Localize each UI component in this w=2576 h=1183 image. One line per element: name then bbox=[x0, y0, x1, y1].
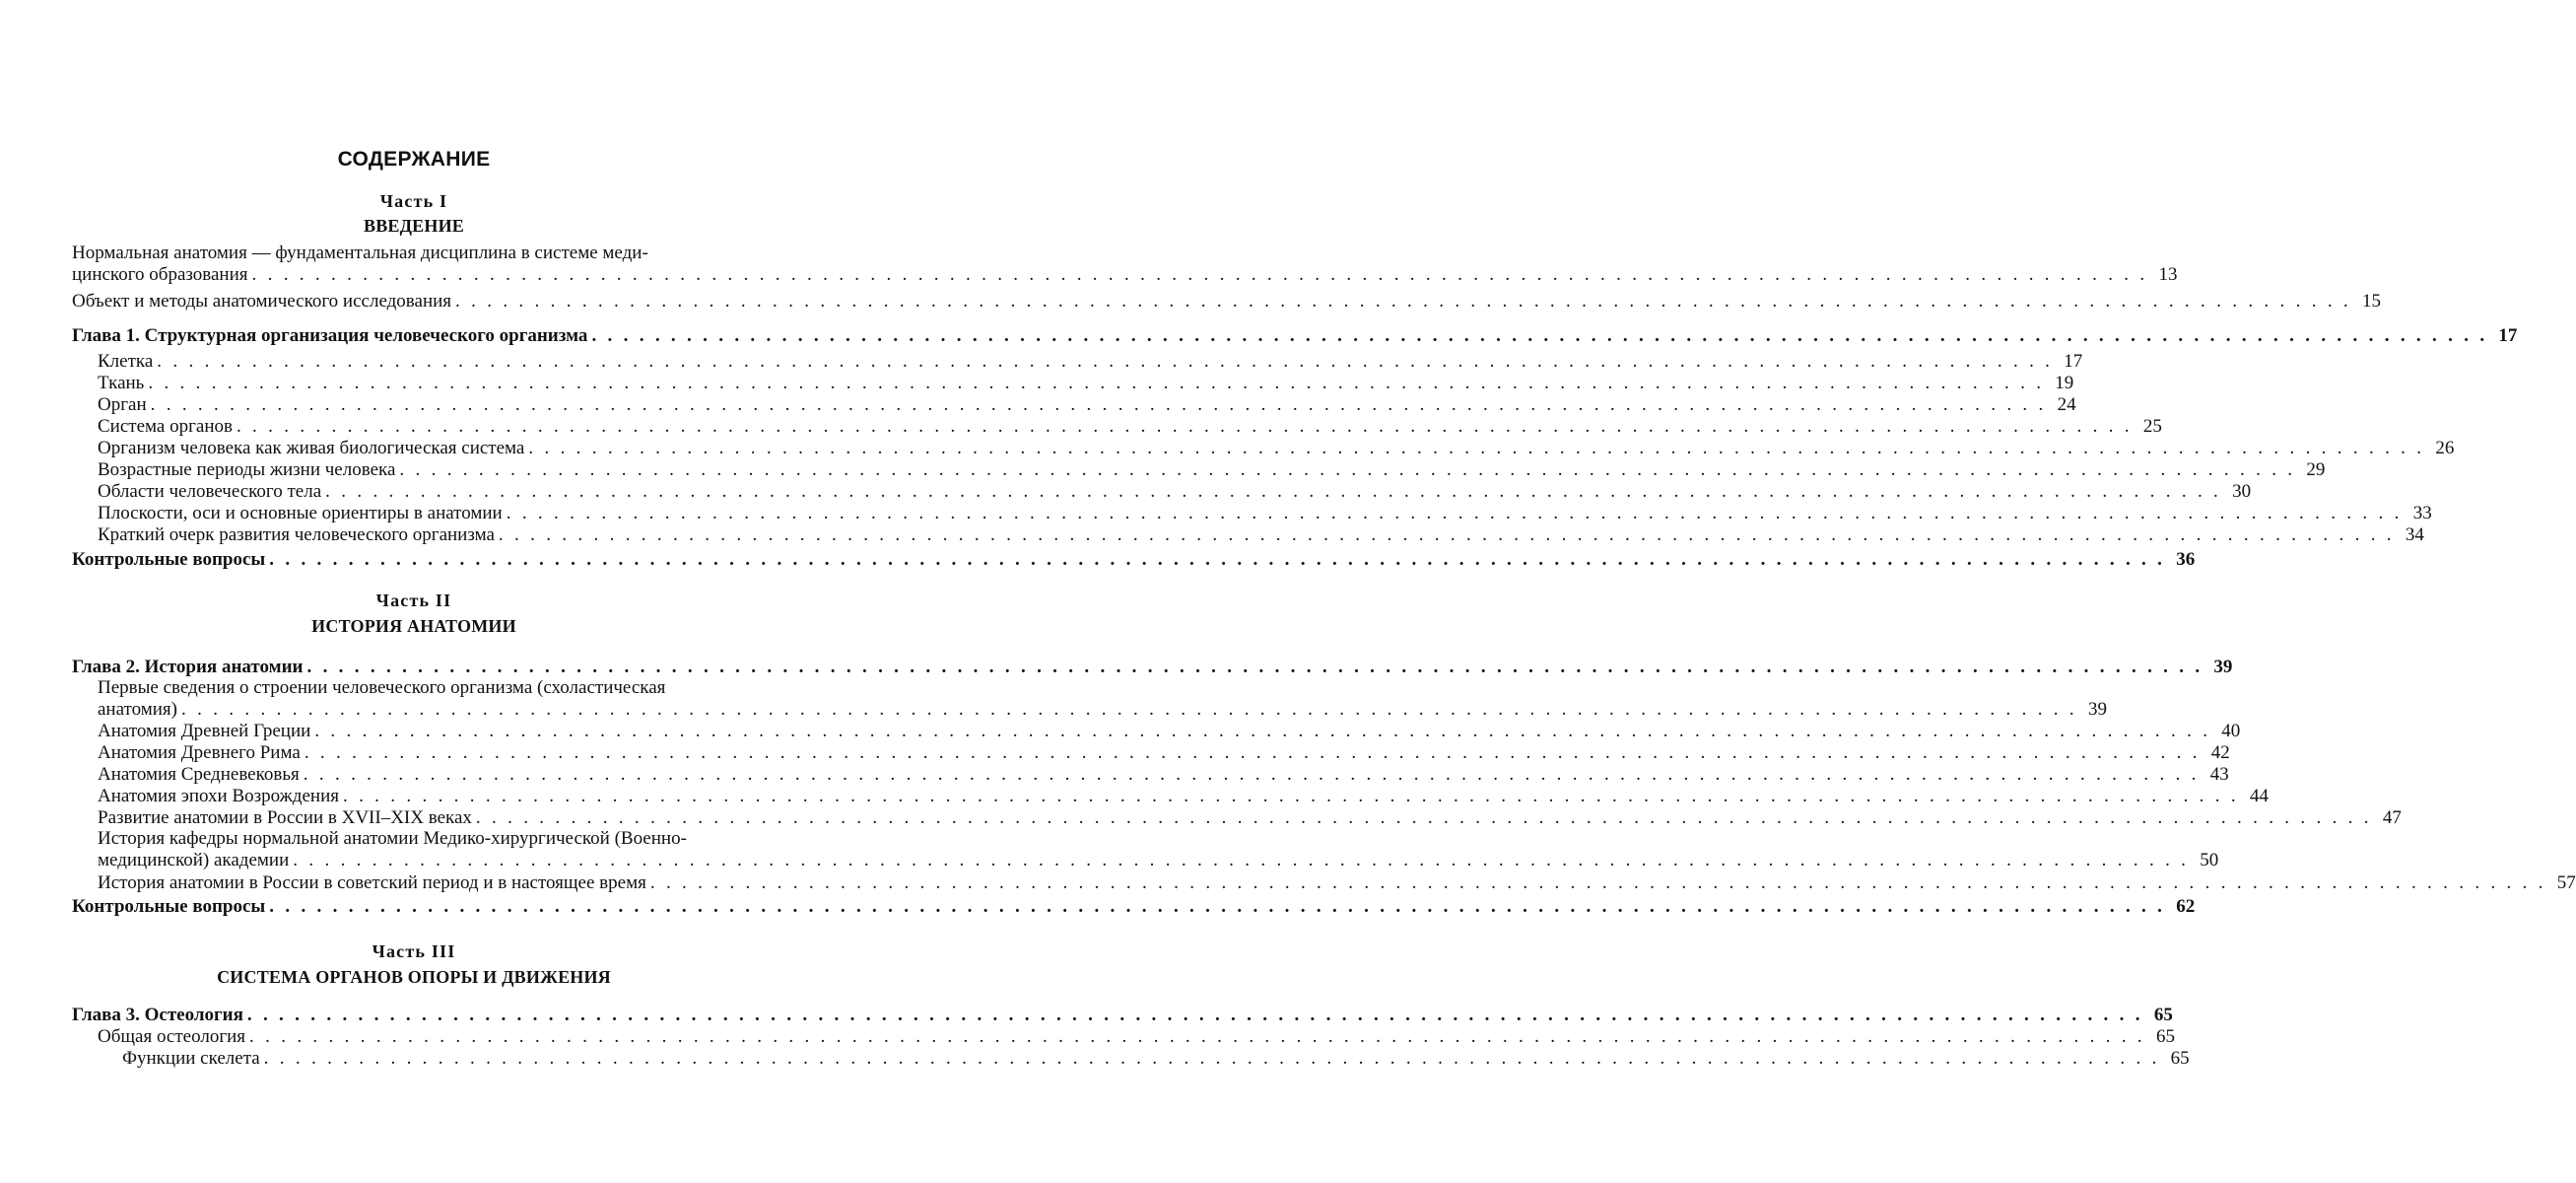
dot-leader: . . . . . . . . . . . . . . . . . . . . . . . . . . . . . . . . . . . . . . . . . . . . . . . . . . . . . . . . . . . . . . . . . . . . . . . . . . . . . . . . . . . . . . . . . . . . . . . . . . . . . . . . . . . . . . . . . . . . . . . . bbox=[263, 1048, 2160, 1069]
toc-entry[interactable] bbox=[98, 872, 2576, 894]
dot-leader: . . . . . . . . . . . . . . . . . . . . . . . . . . . . . . . . . . . . . . . . . . . . . . . . . . . . . . . . . . . . . . . . . . . . . . . . . . . . . . . . . . . . . . . . . . . . . . . . . . . . . . . . . . . . . . . . . . . . . . . . bbox=[269, 549, 2166, 570]
toc-entry[interactable] bbox=[72, 657, 2233, 678]
dot-leader: . . . . . . . . . . . . . . . . . . . . . . . . . . . . . . . . . . . . . . . . . . . . . . . . . . . . . . . . . . . . . . . . . . . . . . . . . . . . . . . . . . . . . . . . . . . . . . . . . . . . . . . . . . . . . . . . . . . . . . . . bbox=[251, 264, 2148, 285]
dot-leader: . . . . . . . . . . . . . . . . . . . . . . . . . . . . . . . . . . . . . . . . . . . . . . . . . . . . . . . . . . . . . . . . . . . . . . . . . . . . . . . . . . . . . . . . . . . . . . . . . . . . . . . . . . . . . . . . . . . . . . . . bbox=[528, 438, 2425, 458]
toc-entry-title: Глава 1. Структурная организация человеческого организма bbox=[72, 325, 588, 346]
toc-page-number: 65 bbox=[2155, 1026, 2175, 1047]
toc-entry-title: История анатомии в России в советский период и в настоящее время bbox=[98, 872, 646, 893]
toc-page-number: 39 bbox=[2213, 657, 2233, 677]
toc-page-number: 42 bbox=[2210, 742, 2230, 763]
toc-page-number: 34 bbox=[2405, 524, 2424, 545]
dot-leader: . . . . . . . . . . . . . . . . . . . . . . . . . . . . . . . . . . . . . . . . . . . . . . . . . . . . . . . . . . . . . . . . . . . . . . . . . . . . . . . . . . . . . . . . . . . . . . . . . . . . . . . . . . . . . . . . . . . . . . . . bbox=[181, 699, 2077, 720]
dot-leader: . . . . . . . . . . . . . . . . . . . . . . . . . . . . . . . . . . . . . . . . . . . . . . . . . . . . . . . . . . . . . . . . . . . . . . . . . . . . . . . . . . . . . . . . . . . . . . . . . . . . . . . . . . . . . . . . . . . . . . . . bbox=[303, 764, 2200, 785]
part-1-label: Часть I bbox=[379, 191, 448, 211]
toc-entry-title: Плоскости, оси и основные ориентиры в анатомии bbox=[98, 503, 503, 523]
toc-entry-title: Анатомия эпохи Возрождения bbox=[98, 786, 339, 806]
toc-entry-title: Ткань bbox=[98, 373, 145, 393]
dot-leader: . . . . . . . . . . . . . . . . . . . . . . . . . . . . . . . . . . . . . . . . . . . . . . . . . . . . . . . . . . . . . . . . . . . . . . . . . . . . . . . . . . . . . . . . . . . . . . . . . . . . . . . . . . . . . . . . . . . . . . . . bbox=[246, 1005, 2143, 1025]
part-3-title: СИСТЕМА ОРГАНОВ ОПОРЫ И ДВИЖЕНИЯ bbox=[217, 967, 611, 987]
dot-leader: . . . . . . . . . . . . . . . . . . . . . . . . . . . . . . . . . . . . . . . . . . . . . . . . . . . . . . . . . . . . . . . . . . . . . . . . . . . . . . . . . . . . . . . . . . . . . . . . . . . . . . . . . . . . . . . . . . . . . . . . bbox=[399, 459, 2296, 480]
toc-entry[interactable] bbox=[98, 459, 2326, 481]
dot-leader: . . . . . . . . . . . . . . . . . . . . . . . . . . . . . . . . . . . . . . . . . . . . . . . . . . . . . . . . . . . . . . . . . . . . . . . . . . . . . . . . . . . . . . . . . . . . . . . . . . . . . . . . . . . . . . . . . . . . . . . . bbox=[498, 524, 2395, 545]
toc-entry-title: Анатомия Древней Греции bbox=[98, 721, 311, 741]
part-1-title: ВВЕДЕНИЕ bbox=[363, 216, 464, 236]
toc-page-number: 24 bbox=[2057, 394, 2076, 415]
toc-page-number: 19 bbox=[2055, 373, 2074, 393]
toc-entry[interactable] bbox=[98, 351, 2083, 373]
toc-entry[interactable] bbox=[98, 503, 2432, 524]
toc-page-number: 65 bbox=[2170, 1048, 2190, 1069]
toc-entry[interactable] bbox=[72, 896, 2196, 918]
toc-page-number: 47 bbox=[2382, 807, 2402, 828]
toc-entry[interactable] bbox=[72, 325, 2518, 347]
dot-leader: . . . . . . . . . . . . . . . . . . . . . . . . . . . . . . . . . . . . . . . . . . . . . . . . . . . . . . . . . . . . . . . . . . . . . . . . . . . . . . . . . . . . . . . . . . . . . . . . . . . . . . . . . . . . . . . . . . . . . . . . bbox=[306, 657, 2203, 677]
toc-page-number: 57 bbox=[2556, 872, 2576, 893]
toc-entry-title: анатомия) bbox=[98, 699, 177, 720]
dot-leader: . . . . . . . . . . . . . . . . . . . . . . . . . . . . . . . . . . . . . . . . . . . . . . . . . . . . . . . . . . . . . . . . . . . . . . . . . . . . . . . . . . . . . . . . . . . . . . . . . . . . . . . . . . . . . . . . . . . . . . . . bbox=[475, 807, 2372, 828]
dot-leader: . . . . . . . . . . . . . . . . . . . . . . . . . . . . . . . . . . . . . . . . . . . . . . . . . . . . . . . . . . . . . . . . . . . . . . . . . . . . . . . . . . . . . . . . . . . . . . . . . . . . . . . . . . . . . . . . . . . . . . . . bbox=[304, 742, 2201, 763]
dot-leader: . . . . . . . . . . . . . . . . . . . . . . . . . . . . . . . . . . . . . . . . . . . . . . . . . . . . . . . . . . . . . . . . . . . . . . . . . . . . . . . . . . . . . . . . . . . . . . . . . . . . . . . . . . . . . . . . . . . . . . . . bbox=[249, 1026, 2145, 1047]
toc-entry-title: Анатомия Средневековья bbox=[98, 764, 300, 785]
part-3-label: Часть III bbox=[372, 941, 456, 961]
dot-leader: . . . . . . . . . . . . . . . . . . . . . . . . . . . . . . . . . . . . . . . . . . . . . . . . . . . . . . . . . . . . . . . . . . . . . . . . . . . . . . . . . . . . . . . . . . . . . . . . . . . . . . . . . . . . . . . . . . . . . . . . bbox=[314, 721, 2211, 741]
dot-leader: . . . . . . . . . . . . . . . . . . . . . . . . . . . . . . . . . . . . . . . . . . . . . . . . . . . . . . . . . . . . . . . . . . . . . . . . . . . . . . . . . . . . . . . . . . . . . . . . . . . . . . . . . . . . . . . . . . . . . . . . bbox=[148, 373, 2045, 393]
toc-entry[interactable] bbox=[98, 416, 2162, 438]
toc-page-number: 50 bbox=[2200, 850, 2219, 870]
toc-entry-title: Области человеческого тела bbox=[98, 481, 322, 502]
dot-leader: . . . . . . . . . . . . . . . . . . . . . . . . . . . . . . . . . . . . . . . . . . . . . . . . . . . . . . . . . . . . . . . . . . . . . . . . . . . . . . . . . . . . . . . . . . . . . . . . . . . . . . . . . . . . . . . . . . . . . . . . bbox=[293, 850, 2190, 870]
toc-entry-line: Нормальная анатомия — фундаментальная дисциплина в системе меди- bbox=[72, 243, 648, 263]
toc-page-number: 65 bbox=[2153, 1005, 2173, 1025]
toc-entry-title: Глава 3. Остеология bbox=[72, 1005, 243, 1025]
toc-entry-title: Контрольные вопросы bbox=[72, 549, 266, 570]
toc-entry-title: Возрастные периоды жизни человека bbox=[98, 459, 396, 480]
toc-page-number: 33 bbox=[2412, 503, 2432, 523]
dot-leader: . . . . . . . . . . . . . . . . . . . . . . . . . . . . . . . . . . . . . . . . . . . . . . . . . . . . . . . . . . . . . . . . . . . . . . . . . . . . . . . . . . . . . . . . . . . . . . . . . . . . . . . . . . . . . . . . . . . . . . . . bbox=[342, 786, 2239, 806]
toc-entry-title: Объект и методы анатомического исследования bbox=[72, 291, 452, 312]
toc-entry-title: Краткий очерк развития человеческого организма bbox=[98, 524, 495, 545]
toc-entry-title: Развитие анатомии в России в XVII–XIX веках bbox=[98, 807, 472, 828]
toc-page-number: 43 bbox=[2209, 764, 2229, 785]
dot-leader: . . . . . . . . . . . . . . . . . . . . . . . . . . . . . . . . . . . . . . . . . . . . . . . . . . . . . . . . . . . . . . . . . . . . . . . . . . . . . . . . . . . . . . . . . . . . . . . . . . . . . . . . . . . . . . . . . . . . . . . . bbox=[236, 416, 2133, 437]
toc-entry[interactable] bbox=[98, 721, 2241, 742]
dot-leader: . . . . . . . . . . . . . . . . . . . . . . . . . . . . . . . . . . . . . . . . . . . . . . . . . . . . . . . . . . . . . . . . . . . . . . . . . . . . . . . . . . . . . . . . . . . . . . . . . . . . . . . . . . . . . . . . . . . . . . . . bbox=[325, 481, 2222, 502]
part-2-label: Часть II bbox=[375, 591, 452, 610]
toc-entry-title: Организм человека как живая биологическая система bbox=[98, 438, 525, 458]
dot-leader: . . . . . . . . . . . . . . . . . . . . . . . . . . . . . . . . . . . . . . . . . . . . . . . . . . . . . . . . . . . . . . . . . . . . . . . . . . . . . . . . . . . . . . . . . . . . . . . . . . . . . . . . . . . . . . . . . . . . . . . . bbox=[269, 896, 2166, 917]
toc-page-number: 17 bbox=[2064, 351, 2083, 372]
toc-entry-title: Контрольные вопросы bbox=[72, 896, 266, 917]
dot-leader: . . . . . . . . . . . . . . . . . . . . . . . . . . . . . . . . . . . . . . . . . . . . . . . . . . . . . . . . . . . . . . . . . . . . . . . . . . . . . . . . . . . . . . . . . . . . . . . . . . . . . . . . . . . . . . . . . . . . . . . . bbox=[506, 503, 2403, 523]
toc-entry-title: Общая остеология bbox=[98, 1026, 246, 1047]
toc-entry-title: цинского образования bbox=[72, 264, 248, 285]
toc-entry-title: Функции скелета bbox=[122, 1048, 260, 1069]
dot-leader: . . . . . . . . . . . . . . . . . . . . . . . . . . . . . . . . . . . . . . . . . . . . . . . . . . . . . . . . . . . . . . . . . . . . . . . . . . . . . . . . . . . . . . . . . . . . . . . . . . . . . . . . . . . . . . . . . . . . . . . . bbox=[150, 394, 2047, 415]
toc-entry[interactable] bbox=[98, 850, 2219, 871]
toc-entry[interactable] bbox=[98, 786, 2269, 807]
toc-page-number: 30 bbox=[2232, 481, 2252, 502]
toc-page-number: 26 bbox=[2435, 438, 2455, 458]
toc-entry-line: История кафедры нормальной анатомии Медико-хирургической (Военно- bbox=[98, 828, 687, 849]
dot-leader: . . . . . . . . . . . . . . . . . . . . . . . . . . . . . . . . . . . . . . . . . . . . . . . . . . . . . . . . . . . . . . . . . . . . . . . . . . . . . . . . . . . . . . . . . . . . . . . . . . . . . . . . . . . . . . . . . . . . . . . . bbox=[649, 872, 2546, 893]
toc-page-number: 40 bbox=[2221, 721, 2241, 741]
dot-leader: . . . . . . . . . . . . . . . . . . . . . . . . . . . . . . . . . . . . . . . . . . . . . . . . . . . . . . . . . . . . . . . . . . . . . . . . . . . . . . . . . . . . . . . . . . . . . . . . . . . . . . . . . . . . . . . . . . . . . . . . bbox=[157, 351, 2054, 372]
toc-entry[interactable] bbox=[98, 807, 2402, 829]
toc-entry-title: Клетка bbox=[98, 351, 154, 372]
toc-entry[interactable] bbox=[98, 438, 2455, 459]
toc-page-number: 29 bbox=[2306, 459, 2326, 480]
toc-entry[interactable] bbox=[122, 1048, 2190, 1070]
toc-entry-title: медицинской) академии bbox=[98, 850, 290, 870]
toc-entry[interactable] bbox=[98, 699, 2107, 721]
toc-entry[interactable] bbox=[72, 549, 2196, 571]
toc-entry[interactable] bbox=[98, 373, 2074, 394]
toc-page-number: 17 bbox=[2498, 325, 2518, 346]
contents-heading: СОДЕРЖАНИЕ bbox=[337, 148, 491, 171]
toc-entry[interactable] bbox=[98, 481, 2252, 503]
dot-leader: . . . . . . . . . . . . . . . . . . . . . . . . . . . . . . . . . . . . . . . . . . . . . . . . . . . . . . . . . . . . . . . . . . . . . . . . . . . . . . . . . . . . . . . . . . . . . . . . . . . . . . . . . . . . . . . . . . . . . . . . bbox=[455, 291, 2351, 312]
toc-entry[interactable] bbox=[98, 394, 2076, 416]
toc-entry[interactable] bbox=[98, 742, 2230, 764]
toc-entry-title: Анатомия Древнего Рима bbox=[98, 742, 301, 763]
toc-page-number: 62 bbox=[2176, 896, 2196, 917]
toc-page-number: 44 bbox=[2249, 786, 2269, 806]
toc-entry-line: Первые сведения о строении человеческого организма (схоластическая bbox=[98, 677, 666, 698]
toc-page-number: 36 bbox=[2176, 549, 2196, 570]
toc-entry-title: Система органов bbox=[98, 416, 233, 437]
toc-entry[interactable] bbox=[72, 1005, 2173, 1026]
toc-page-number: 39 bbox=[2087, 699, 2107, 720]
part-2-title: ИСТОРИЯ АНАТОМИИ bbox=[311, 616, 516, 636]
toc-entry-title: Глава 2. История анатомии bbox=[72, 657, 304, 677]
dot-leader: . . . . . . . . . . . . . . . . . . . . . . . . . . . . . . . . . . . . . . . . . . . . . . . . . . . . . . . . . . . . . . . . . . . . . . . . . . . . . . . . . . . . . . . . . . . . . . . . . . . . . . . . . . . . . . . . . . . . . . . . bbox=[591, 325, 2488, 346]
toc-entry[interactable] bbox=[98, 1026, 2175, 1048]
toc-entry[interactable] bbox=[98, 524, 2424, 546]
toc-entry[interactable] bbox=[72, 264, 2178, 286]
toc-entry[interactable] bbox=[72, 291, 2381, 313]
toc-page-number: 13 bbox=[2158, 264, 2178, 285]
toc-entry[interactable] bbox=[98, 764, 2229, 786]
toc-page-number: 15 bbox=[2361, 291, 2381, 312]
toc-page-number: 25 bbox=[2142, 416, 2162, 437]
toc-entry-title: Орган bbox=[98, 394, 147, 415]
